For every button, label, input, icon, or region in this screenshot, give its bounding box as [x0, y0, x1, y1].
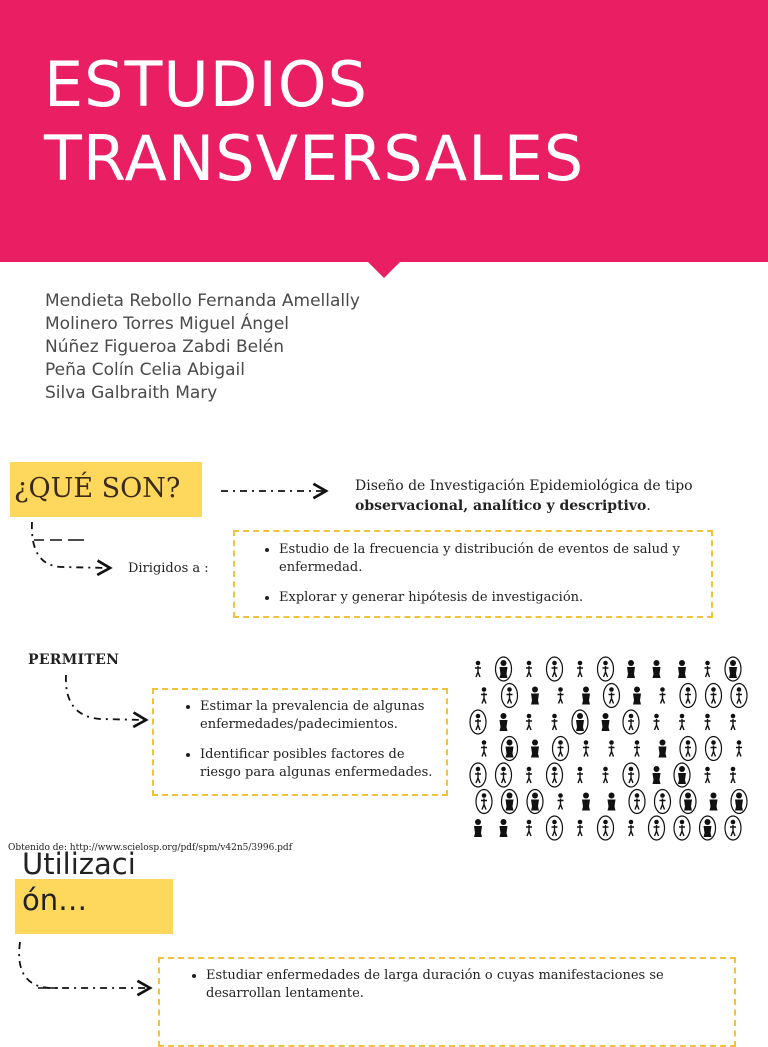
- person-figure-icon: [470, 763, 486, 787]
- person-figure-icon: [496, 657, 512, 681]
- person-figure-icon: [633, 687, 641, 705]
- person-figure-icon: [500, 819, 508, 837]
- person-figure-icon: [603, 767, 609, 783]
- person-figure-icon: [659, 740, 667, 758]
- author-name: Núñez Figueroa Zabdi Belén: [45, 337, 285, 357]
- author-name: Peña Colín Celia Abigail: [45, 360, 245, 380]
- person-figure-icon: [526, 714, 532, 730]
- person-figure-icon: [481, 687, 487, 703]
- person-figure-icon: [558, 687, 564, 703]
- person-figure-icon: [496, 763, 512, 787]
- person-figure-icon: [706, 737, 722, 761]
- person-figure-icon: [502, 737, 518, 761]
- list-item: • Explorar y generar hipótesis de investigación.: [279, 589, 711, 607]
- person-figure-icon: [553, 737, 569, 761]
- definition-prefix: Diseño de Investigación Epidemiológica de tipo: [355, 478, 693, 494]
- person-figure-icon: [582, 793, 590, 811]
- permiten-box: [152, 688, 448, 796]
- person-figure-icon: [627, 660, 635, 678]
- person-figure-icon: [547, 657, 563, 681]
- person-figure-icon: [602, 713, 610, 731]
- person-figure-icon: [654, 714, 660, 730]
- person-figure-icon: [604, 684, 620, 708]
- person-figure-icon: [680, 790, 696, 814]
- list-item: • Estimar la prevalencia de algunas enfermedades/padecimientos.: [200, 698, 440, 734]
- person-figure-icon: [481, 740, 487, 756]
- person-figure-icon: [526, 767, 532, 783]
- permiten-label: PERMITEN: [28, 652, 120, 668]
- person-figure-icon: [527, 790, 543, 814]
- person-figure-icon: [531, 740, 539, 758]
- person-figure-icon: [476, 790, 492, 814]
- definition-end: .: [646, 498, 651, 514]
- person-figure-icon: [470, 710, 486, 734]
- person-figure-icon: [526, 661, 532, 677]
- definition-text: [355, 476, 755, 516]
- person-figure-icon: [730, 714, 736, 730]
- title-line-1: ESTUDIOS: [44, 48, 368, 121]
- person-figure-icon: [500, 713, 508, 731]
- person-figure-icon: [679, 714, 685, 730]
- person-figure-icon: [705, 767, 711, 783]
- person-figure-icon: [552, 714, 558, 730]
- person-figure-icon: [474, 819, 482, 837]
- person-figure-icon: [628, 820, 634, 836]
- person-figure-icon: [653, 766, 661, 784]
- person-figure-icon: [582, 687, 590, 705]
- person-figure-icon: [700, 816, 716, 840]
- person-figure-icon: [577, 661, 583, 677]
- crowd-illustration: [466, 655, 752, 845]
- author-name: Mendieta Rebollo Fernanda Amellally: [45, 291, 360, 311]
- list-item: • Identificar posibles factores de riesgo para algunas enfermedades.: [200, 746, 440, 782]
- person-figure-icon: [634, 740, 640, 756]
- person-figure-icon: [629, 790, 645, 814]
- person-figure-icon: [598, 657, 614, 681]
- dirigidos-label: Dirigidos a :: [128, 561, 209, 576]
- person-figure-icon: [598, 816, 614, 840]
- definition-bold-2: analítico y descriptivo: [473, 498, 647, 514]
- person-figure-icon: [710, 793, 718, 811]
- person-figure-icon: [731, 684, 747, 708]
- person-figure-icon: [623, 763, 639, 787]
- person-figure-icon: [623, 710, 639, 734]
- person-figure-icon: [674, 816, 690, 840]
- utilizacion-label-line-1: Utilizaci: [22, 847, 136, 881]
- person-figure-icon: [653, 660, 661, 678]
- person-figure-icon: [706, 684, 722, 708]
- person-figure-icon: [608, 793, 616, 811]
- arrow-permiten: [66, 675, 146, 720]
- list-item: • Estudiar enfermedades de larga duración o cuyas manifestaciones se desarrollan lentamente.: [206, 967, 734, 1003]
- person-figure-icon: [730, 767, 736, 783]
- person-figure-icon: [731, 790, 747, 814]
- person-figure-icon: [502, 790, 518, 814]
- person-figure-icon: [680, 737, 696, 761]
- person-figure-icon: [674, 763, 690, 787]
- person-figure-icon: [655, 790, 671, 814]
- arrow-que-dirigidos: [32, 522, 110, 568]
- person-figure-icon: [736, 740, 742, 756]
- person-figure-icon: [577, 767, 583, 783]
- que-son-label: ¿QUÉ SON?: [14, 473, 181, 504]
- utilizacion-box: [158, 957, 736, 1047]
- person-figure-icon: [609, 740, 615, 756]
- person-figure-icon: [680, 684, 696, 708]
- person-figure-icon: [547, 763, 563, 787]
- person-figure-icon: [572, 710, 588, 734]
- person-figure-icon: [705, 714, 711, 730]
- utilizacion-label: [22, 846, 172, 926]
- person-figure-icon: [725, 816, 741, 840]
- person-figure-icon: [660, 687, 666, 703]
- source-note: Obtenido de: http://www.scielosp.org/pdf/spm/v42n5/3996.pdf: [8, 843, 293, 853]
- person-figure-icon: [583, 740, 589, 756]
- definition-separator: ,: [463, 498, 473, 514]
- person-figure-icon: [531, 687, 539, 705]
- person-figure-icon: [558, 793, 564, 809]
- person-figure-icon: [649, 816, 665, 840]
- person-figure-icon: [725, 657, 741, 681]
- person-figure-icon: [526, 820, 532, 836]
- author-name: Silva Galbraith Mary: [45, 383, 218, 403]
- utilizacion-label-line-2: ón…: [22, 883, 88, 917]
- definition-bold-1: observacional: [355, 498, 464, 514]
- person-figure-icon: [678, 660, 686, 678]
- person-figure-icon: [577, 820, 583, 836]
- dirigidos-box: [233, 530, 713, 618]
- list-item: • Estudio de la frecuencia y distribución de eventos de salud y enfermedad.: [279, 541, 711, 577]
- person-figure-icon: [502, 684, 518, 708]
- title-line-2: TRANSVERSALES: [44, 122, 585, 195]
- arrow-utilizacion: [19, 942, 150, 988]
- person-figure-icon: [547, 816, 563, 840]
- person-figure-icon: [705, 661, 711, 677]
- person-figure-icon: [475, 661, 481, 677]
- author-name: Molinero Torres Miguel Ángel: [45, 314, 290, 334]
